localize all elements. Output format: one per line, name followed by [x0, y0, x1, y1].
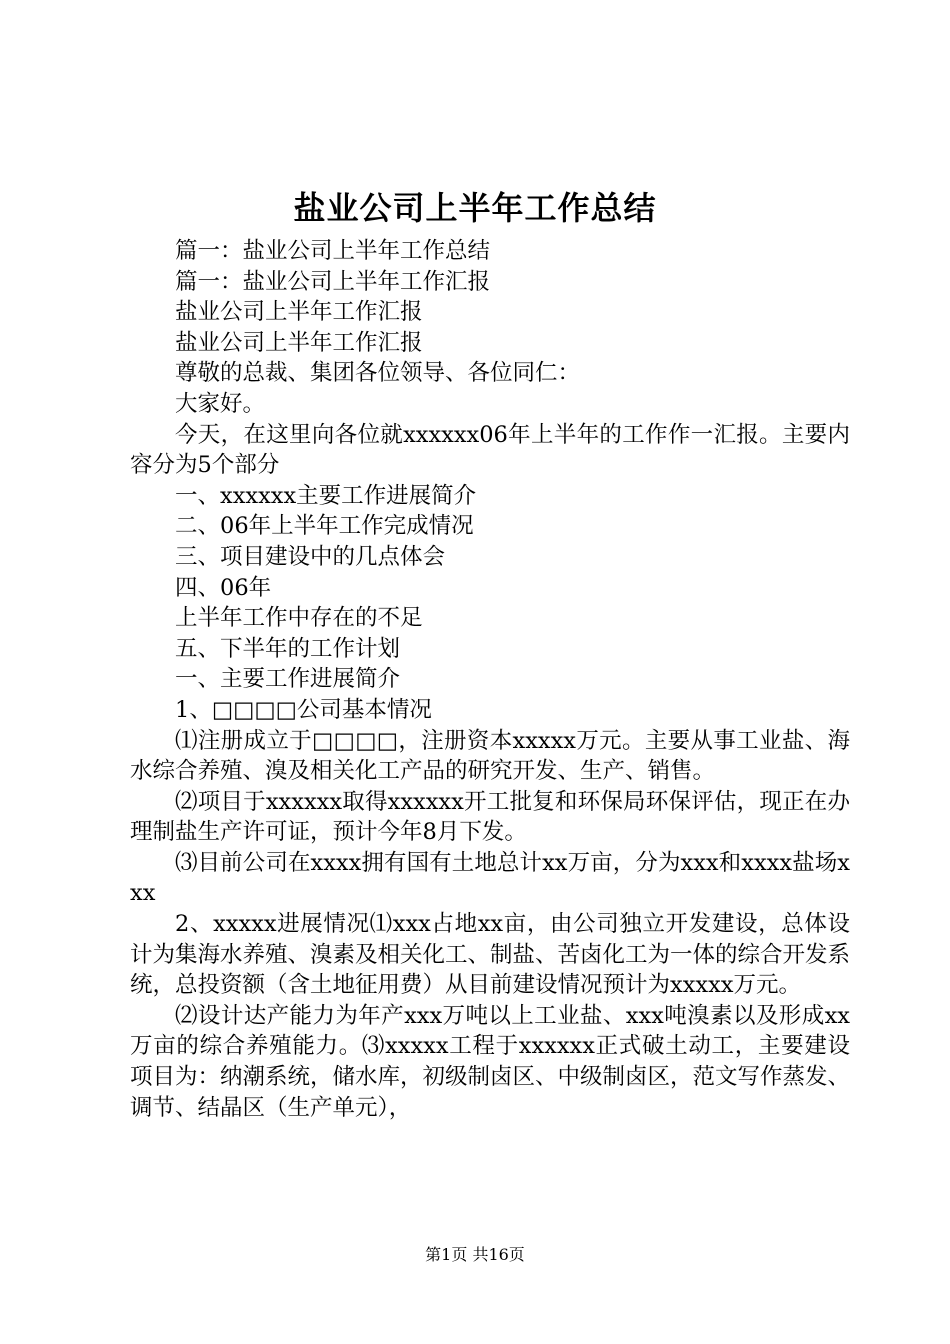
paragraph: 一、主要工作进展简介 [175, 666, 401, 693]
paragraph: 一、xxxxxx主要工作进展简介 [175, 482, 477, 509]
page-number-footer: 第1页 共16页 [425, 1245, 525, 1264]
paragraph: 2、xxxxx进展情况⑴xxx占地xx亩，由公司独立开发建设，总体设计为集海水养殖、溴素及相关化工、制盐、苦卤化工为一体的综合开发系统，总投资额（含土地征用费）从目前建设情况预计为xxxxx万元。 [130, 911, 851, 999]
paragraph: 今天，在这里向各位就xxxxxx06年上半年的工作作一汇报。主要内容分为5个部分 [130, 421, 850, 479]
paragraph: 篇一：盐业公司上半年工作汇报 [175, 268, 491, 295]
paragraph: ⑵设计达产能力为年产xxx万吨以上工业盐、xxx吨溴素以及形成xx万亩的综合养殖能力。⑶xxxxx工程于xxxxxx正式破土动工，主要建设项目为：纳潮系统，储水库，初级制卤区、中级制卤区，范文写作蒸发、调节、结晶区（生产单元）， [130, 1002, 851, 1121]
paragraph: ⑴注册成立于□□□□，注册资本xxxxx万元。主要从事工业盐、海水综合养殖、溴及相关化工产品的研究开发、生产、销售。 [130, 727, 850, 785]
document-body [130, 236, 850, 1123]
paragraph: 尊敬的总裁、集团各位领导、各位同仁： [175, 360, 581, 387]
paragraph: 上半年工作中存在的不足 [175, 605, 423, 632]
paragraph: 四、06年 [175, 574, 272, 601]
paragraph: 大家好。 [175, 390, 266, 417]
paragraph: 1、□□□□公司基本情况 [175, 696, 432, 723]
paragraph: ⑵项目于xxxxxx取得xxxxxx开工批复和环保局环保评估，现正在办理制盐生产许可证，预计今年8月下发。 [130, 788, 850, 846]
paragraph: 二、06年上半年工作完成情况 [175, 513, 474, 540]
paragraph: 五、下半年的工作计划 [175, 635, 401, 662]
paragraph: 盐业公司上半年工作汇报 [175, 329, 423, 356]
paragraph: 篇一：盐业公司上半年工作总结 [175, 238, 491, 264]
document-title: 盐业公司上半年工作总结 [293, 189, 657, 227]
paragraph: 盐业公司上半年工作汇报 [175, 299, 423, 326]
paragraph: ⑶目前公司在xxxx拥有国有土地总计xx万亩，分为xxx和xxxx盐场xxx [130, 849, 850, 907]
paragraph: 三、项目建设中的几点体会 [175, 543, 446, 570]
